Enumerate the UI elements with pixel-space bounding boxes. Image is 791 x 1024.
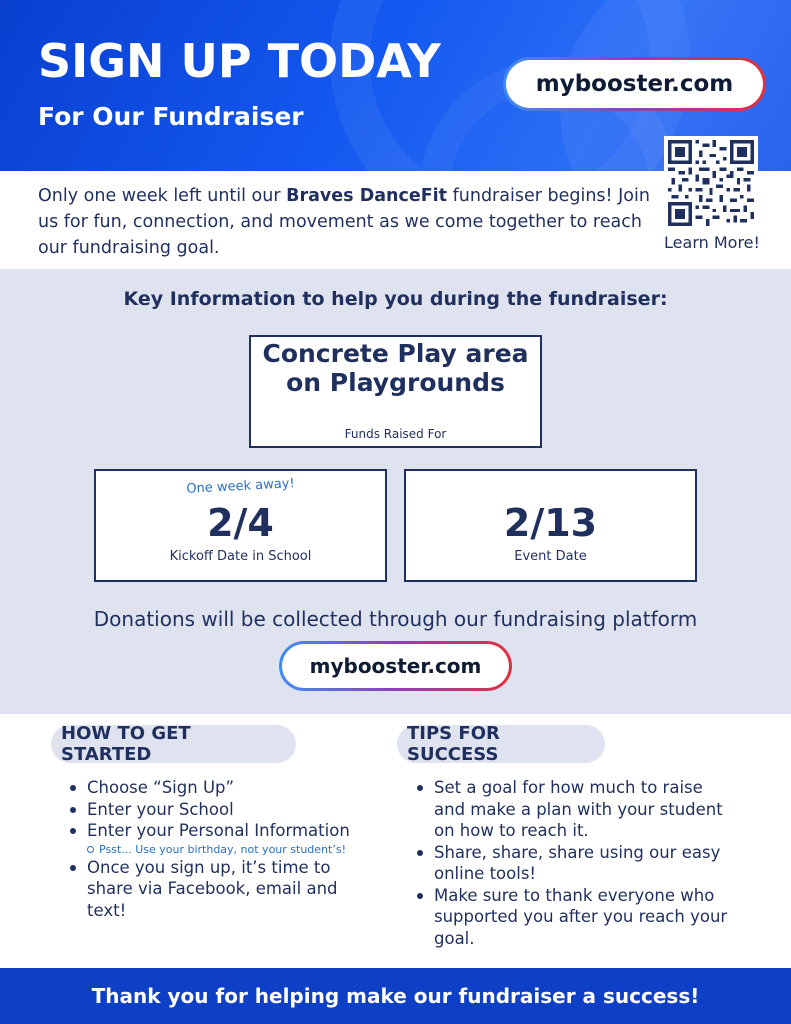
intro-paragraph <box>38 183 658 261</box>
platform-link-button[interactable] <box>279 641 512 691</box>
list-item: Make sure to thank everyone who supported you after you reach your goal. <box>413 885 733 950</box>
qr-code-icon[interactable] <box>664 136 758 230</box>
kickoff-date-value: 2/4 <box>207 501 274 545</box>
fundraiser-name: Braves DanceFit <box>286 186 448 206</box>
page-title: SIGN UP TODAY <box>38 34 441 88</box>
tips-list <box>413 777 733 949</box>
funds-raised-value: Concrete Play area on Playgrounds <box>262 339 529 397</box>
learn-more-label: Learn More! <box>664 233 760 252</box>
footer-thank-you: Thank you for helping make our fundraiser a success! <box>91 984 700 1008</box>
birthday-tip-note: Psst... Use your birthday, not your student’s! <box>66 842 366 857</box>
list-item: Enter your Personal Information <box>66 820 366 842</box>
event-date-value: 2/13 <box>503 501 598 545</box>
intro-text-end: fundraiser begins! Join us for fun, connection, and movement as we come together to reach our fundraising goal. <box>38 186 650 258</box>
intro-text-start: Only one week left until our <box>38 186 287 206</box>
get-started-heading: HOW TO GET STARTED <box>51 725 296 763</box>
donations-text: Donations will be collected through our fundraising platform <box>93 607 698 631</box>
website-link-label: mybooster.com <box>506 60 763 108</box>
list-item: Share, share, share using our easy online tools! <box>413 842 733 885</box>
get-started-list <box>66 777 366 921</box>
footer-banner <box>0 968 791 1024</box>
kickoff-annotation: One week away! <box>185 476 296 497</box>
event-date-card <box>404 469 697 582</box>
funds-raised-label: Funds Raised For <box>344 427 447 441</box>
list-item: Set a goal for how much to raise and make a plan with your student on how to reach it. <box>413 777 733 842</box>
list-item: Once you sign up, it’s time to share via Facebook, email and text! <box>66 857 366 922</box>
list-item: Enter your School <box>66 799 366 821</box>
page-subtitle: For Our Fundraiser <box>38 102 304 131</box>
funds-raised-card <box>249 335 542 448</box>
list-item: Choose “Sign Up” <box>66 777 366 799</box>
kickoff-date-card <box>94 469 387 582</box>
tips-heading: TIPS FOR SUCCESS <box>397 725 605 763</box>
event-date-label: Event Date <box>514 549 587 564</box>
kickoff-date-label: Kickoff Date in School <box>169 549 312 564</box>
key-info-heading: Key Information to help you during the fundraiser: <box>123 288 668 310</box>
platform-link-label: mybooster.com <box>282 644 509 688</box>
website-link-button[interactable] <box>503 57 766 111</box>
